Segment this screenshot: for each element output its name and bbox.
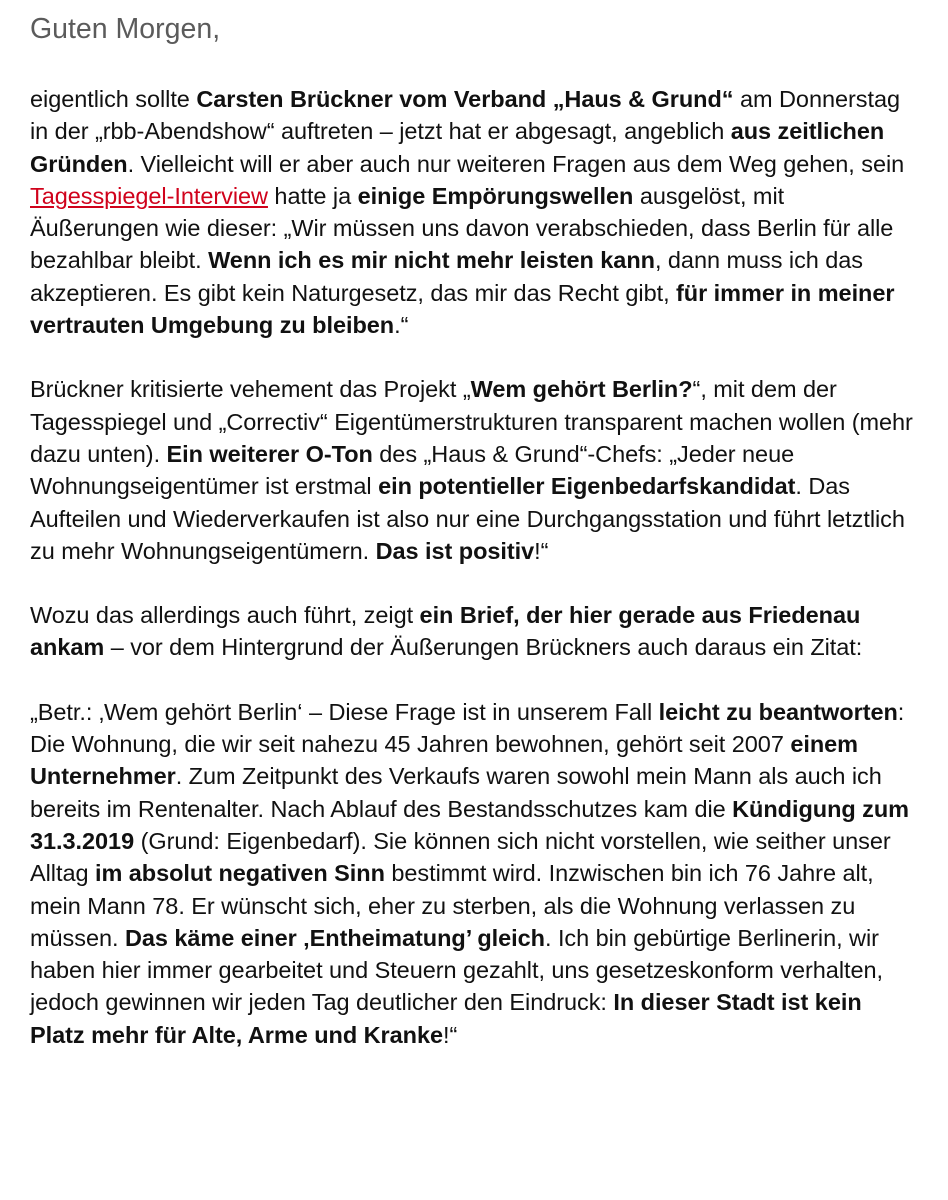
text-span: bestimmt wird. Inzwischen bin ich 76 Jahre alt, mein Mann 78. Er wünscht sich, eher zu sterben, als die Wohnung verlassen zu müssen.: [30, 860, 874, 951]
text-span: des „Haus & Grund“-Chefs: „Jeder neue Wohnungseigentümer ist erstmal: [30, 440, 795, 500]
text-span: : Die Wohnung, die wir seit nahezu 45 Jahren bewohnen, gehört seit 2007: [30, 698, 905, 758]
bold-text-span: Das käme einer ‚Entheimatung’ gleich: [124, 924, 545, 951]
text-span: !“: [443, 1021, 458, 1048]
text-span: . Zum Zeitpunkt des Verkaufs waren sowohl mein Mann als auch ich bereits im Rentenalter. Nach Ablauf des Bestandsschutzes kam die: [30, 763, 882, 822]
text-span: .“: [394, 312, 409, 339]
bold-text-span: Wem gehört Berlin?: [470, 376, 693, 403]
bold-text-span: Carsten Brückner vom Verband „Haus & Grund“: [196, 86, 734, 112]
text-span: ausgelöst, mit Äußerungen wie dieser: „Wir müssen uns davon verabschieden, dass Berlin für alle bezahlbar bleibt.: [30, 182, 894, 274]
tagesspiegel-interview-link[interactable]: Tagesspiegel-Interview: [30, 182, 268, 209]
bold-text-span: leicht zu beantworten: [658, 698, 898, 725]
text-span: „Betr.: ‚Wem gehört Berlin‘ – Diese Frage ist in unserem Fall: [30, 698, 659, 725]
bold-text-span: Wenn ich es mir nicht mehr leisten kann: [208, 247, 655, 274]
bold-text-span: einige Empörungswellen: [357, 182, 634, 209]
text-span: am Donnerstag in der „rbb-Abendshow“ auftreten – jetzt hat er abgesagt, angeblich: [30, 86, 900, 145]
text-span: , dann muss ich das akzeptieren. Es gibt kein Naturgesetz, das mir das Recht gibt,: [30, 247, 864, 306]
text-span: . Das Aufteilen und Wiederverkaufen ist also nur eine Durchgangsstation und führt letztlich zu mehr Wohnungseigentümern.: [30, 473, 905, 564]
bold-text-span: im absolut negativen Sinn: [94, 860, 385, 887]
paragraph-wem-gehoert-berlin: [30, 373, 918, 567]
paragraph-brueckner-cancellation: [30, 83, 918, 341]
text-span: Wozu das allerdings auch führt, zeigt: [30, 602, 420, 629]
paragraph-letter-intro: [30, 599, 918, 664]
text-span: (Grund: Eigenbedarf). Sie können sich nicht vorstellen, wie seither unser Alltag: [30, 827, 891, 887]
text-span: eigentlich sollte: [30, 86, 197, 112]
text-span: – vor dem Hintergrund der Äußerungen Brückners auch daraus ein Zitat:: [104, 634, 863, 661]
text-span: !“: [534, 537, 549, 564]
bold-text-span: ein Brief, der hier gerade aus Friedenau ankam: [30, 602, 861, 661]
text-span: Brückner kritisierte vehement das Projekt „: [30, 376, 471, 403]
bold-text-span: ein potentieller Eigenbedarfskandidat: [378, 473, 796, 500]
bold-text-span: Das ist positiv: [375, 537, 535, 564]
bold-text-span: aus zeitlichen Gründen: [30, 118, 885, 177]
text-span: hatte ja: [267, 182, 358, 209]
bold-text-span: einem Unternehmer: [30, 731, 858, 790]
text-span: . Vielleicht will er aber auch nur weiteren Fragen aus dem Weg gehen, sein: [127, 150, 905, 177]
text-span: . Ich bin gebürtige Berlinerin, wir haben hier immer gearbeitet und Steuern gezahlt, uns gesetzeskonform verhalten, jedoch gewinnen wir jeden Tag deutlicher den Eindruck:: [30, 924, 883, 1016]
greeting-heading: Guten Morgen,: [30, 13, 221, 45]
text-span: “, mit dem der Tagesspiegel und „Correctiv“ Eigentümerstrukturen transparent machen wollen (mehr dazu unten).: [30, 376, 913, 467]
bold-text-span: für immer in meiner vertrauten Umgebung zu bleiben: [30, 279, 895, 339]
paragraph-letter-quote: [30, 696, 918, 1051]
bold-text-span: Ein weiterer O-Ton: [166, 440, 373, 467]
bold-text-span: Kündigung zum 31.3.2019: [30, 795, 910, 854]
email-body: [30, 0, 918, 1051]
bold-text-span: In dieser Stadt ist kein Platz mehr für Alte, Arme und Kranke: [30, 989, 862, 1048]
